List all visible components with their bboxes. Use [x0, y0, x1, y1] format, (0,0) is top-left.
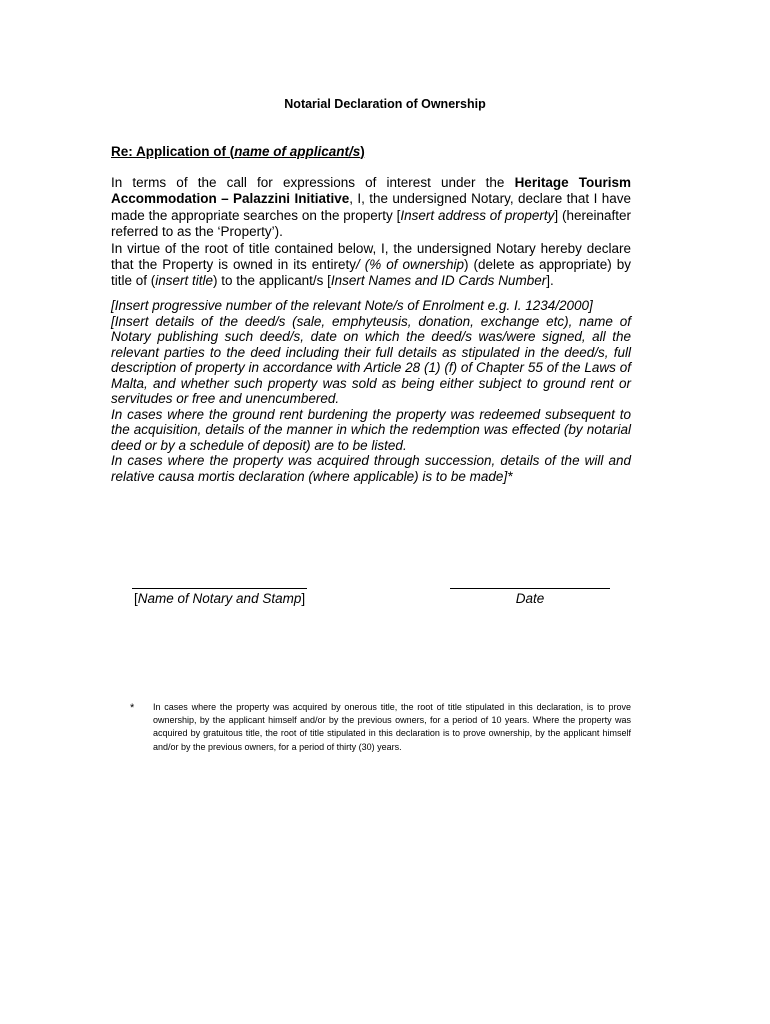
footnote-text: [153, 701, 631, 754]
date-signature-line: [450, 588, 610, 589]
p2-ownership-placeholder: / (% of ownership: [356, 257, 464, 273]
p2-text-3: ) to the applicant/s [: [213, 273, 331, 289]
date-label: Date: [515, 591, 545, 606]
re-line-applicant-name: name of applicant/s: [234, 144, 361, 159]
re-line-prefix: Re: Application of (: [111, 144, 235, 159]
p2-names-placeholder: Insert Names and ID Cards Number: [330, 273, 547, 289]
insert-instructions: [111, 298, 631, 484]
declaration-paragraph-2: [111, 241, 631, 290]
re-application-line: [111, 144, 365, 159]
p2-title-placeholder: insert title: [155, 273, 214, 289]
insert-ground-rent: In cases where the ground rent burdening the property was redeemed subsequent to the acquisition, details of the manner in which the redemption was effected (by notarial deed or by a schedule of deposit) are to be listed.: [111, 406, 631, 453]
p1-text-2: , I, the undersigned Notary, declare that I have made the appropriate searches on the property [: [111, 191, 631, 223]
p1-initiative-name: Heritage Tourism Accommodation – Palazzini Initiative: [111, 175, 631, 207]
p2-text-2: ) (delete as appropriate) by title of (: [111, 257, 632, 289]
notary-label-open: [: [134, 591, 138, 606]
notary-label-text: Name of Notary and Stamp: [137, 591, 302, 606]
p1-text-1: In terms of the call for expressions of interest under the: [111, 175, 515, 190]
insert-note-enrolment: [Insert progressive number of the relevant Note/s of Enrolment e.g. I. 1234/2000]: [111, 298, 593, 313]
notary-signature-label: [134, 591, 305, 606]
declaration-paragraph-1: [111, 175, 631, 241]
insert-deed-details: [Insert details of the deed/s (sale, emphyteusis, donation, exchange etc), name of Notary publishing such deed/s, date on which the deed/s was/were signed, all the relevant parties to the deed including their full details as stipulated in the deed/s, full description of property in accordance with Article 28 (1) (f) of Chapter 55 of the Laws of Malta, and whether such property was sold as being either subject to ground rent or servitudes or free and unencumbered.: [111, 313, 631, 406]
p2-text-1: In virtue of the root of title contained below, I, the undersigned Notary hereby declare that the Property is owned in its entirety: [111, 240, 631, 273]
re-line-suffix: ): [360, 144, 365, 159]
insert-succession: In cases where the property was acquired through succession, details of the will and relative causa mortis declaration (where applicable) is to be made]*: [111, 453, 631, 484]
document-title: Notarial Declaration of Ownership: [284, 97, 486, 111]
p1-address-placeholder: Insert address of property: [400, 207, 555, 223]
p1-text-3: ] (hereinafter referred to as the ‘Property’).: [111, 207, 631, 240]
footnote-paragraph: In cases where the property was acquired by onerous title, the root of title stipulated in this declaration, is to prove ownership, by the applicant himself and/or by the previous owners, for a period of 10 years. Where the property was acquired by gratuitous title, the root of title stipulated in this declaration is to prove ownership, by the applicant himself and/or by the previous owners, for a period of thirty (30) years.: [153, 702, 631, 752]
declaration-body: [111, 175, 631, 290]
p2-text-4: ].: [546, 273, 554, 289]
notary-signature-line: [132, 588, 307, 589]
notary-label-close: ]: [301, 591, 306, 606]
footnote-marker: *: [130, 702, 135, 714]
